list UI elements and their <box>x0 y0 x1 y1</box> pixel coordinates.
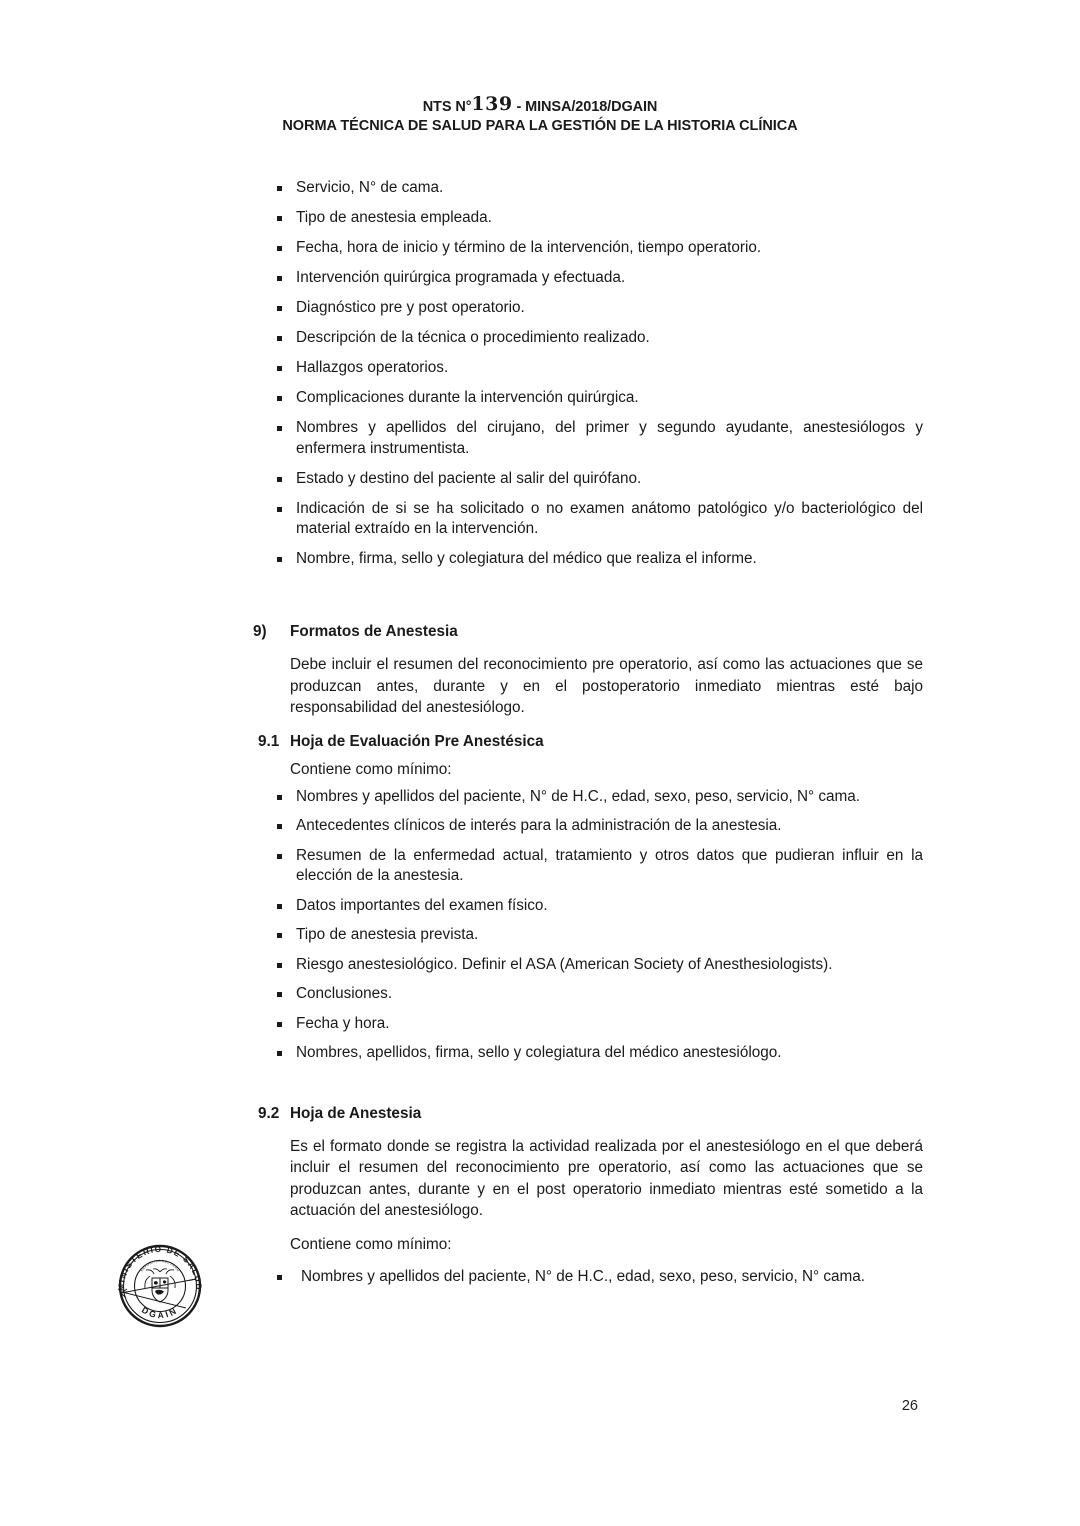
section-title-9-2: Hoja de Anestesia <box>290 1104 422 1122</box>
list-item: Intervención quirúrgica programada y efectuada. <box>253 268 923 289</box>
pre-anesthetic-evaluation-list <box>253 787 923 1064</box>
section-number-9-2: 9.2 <box>258 1104 280 1122</box>
header-norm-title: NORMA TÉCNICA DE SALUD PARA LA GESTIÓN DE LA HISTORIA CLÍNICA <box>282 118 798 134</box>
list-item: Nombres y apellidos del cirujano, del primer y segundo ayudante, anestesiólogos y enfermera instrumentista. <box>253 418 923 459</box>
spacer <box>253 752 923 759</box>
list-item: Riesgo anestesiológico. Definir el ASA (American Society of Anesthesiologists). <box>253 955 923 976</box>
list-item: Resumen de la enfermedad actual, tratamiento y otros datos que pudieran influir en la elección de la anestesia. <box>253 846 923 887</box>
list-item: Indicación de si se ha solicitado o no examen anátomo patológico y/o bacteriológico del material extraído en la intervención. <box>253 499 923 540</box>
header-code-suffix: - MINSA/2018/DGAIN <box>512 99 658 115</box>
seal-icon <box>112 1236 208 1336</box>
spacer <box>253 780 923 787</box>
list-item: Nombres, apellidos, firma, sello y colegiatura del médico anestesiólogo. <box>253 1043 923 1064</box>
header-code-prefix: NTS N° <box>422 99 472 115</box>
list-item: Nombres y apellidos del paciente, N° de H.C., edad, sexo, peso, servicio, N° cama. <box>253 1267 923 1288</box>
section-number-9-1: 9.1 <box>258 732 280 750</box>
list-item: Datos importantes del examen físico. <box>253 896 923 917</box>
spacer <box>253 719 923 731</box>
operative-report-list <box>253 178 923 570</box>
spacer <box>253 1255 923 1267</box>
list-item: Conclusiones. <box>253 984 923 1005</box>
section-heading-9-2 <box>253 1103 923 1124</box>
document-header <box>0 93 1080 136</box>
section-heading-9 <box>253 621 923 642</box>
section-heading-9-1 <box>253 731 923 752</box>
header-norm-code <box>0 93 1080 116</box>
spacer <box>253 1124 923 1136</box>
ministry-seal-stamp <box>112 1236 208 1336</box>
section-number-9: 9) <box>253 623 267 640</box>
spacer <box>253 579 923 621</box>
section-9-1-lead: Contiene como mínimo: <box>290 760 452 778</box>
svg-text:DGAIN: DGAIN <box>139 1304 181 1321</box>
list-item: Antecedentes clínicos de interés para la administración de la anestesia. <box>253 816 923 837</box>
list-item: Diagnóstico pre y post operatorio. <box>253 298 923 319</box>
list-item: Complicaciones durante la intervención quirúrgica. <box>253 388 923 409</box>
section-title-9: Formatos de Anestesia <box>290 623 458 640</box>
anesthesia-sheet-list <box>253 1267 923 1288</box>
section-9-2-lead: Contiene como mínimo: <box>290 1235 452 1253</box>
page-number: 26 <box>901 1398 918 1414</box>
list-item: Tipo de anestesia empleada. <box>253 208 923 229</box>
list-item: Fecha y hora. <box>253 1014 923 1035</box>
section-title-9-1: Hoja de Evaluación Pre Anestésica <box>290 732 544 750</box>
svg-text:MINISTERIO DE SALUD: MINISTERIO DE SALUD <box>116 1244 204 1292</box>
list-item: Fecha, hora de inicio y término de la intervención, tiempo operatorio. <box>253 238 923 259</box>
spacer <box>253 1073 923 1103</box>
list-item: Tipo de anestesia prevista. <box>253 925 923 946</box>
list-item: Descripción de la técnica o procedimiento realizado. <box>253 328 923 349</box>
spacer <box>253 642 923 654</box>
list-item: Estado y destino del paciente al salir del quirófano. <box>253 469 923 490</box>
list-item: Nombre, firma, sello y colegiatura del médico que realiza el informe. <box>253 549 923 570</box>
header-handwritten-number: 139 <box>471 93 513 115</box>
document-body <box>253 178 923 1297</box>
svg-text:REPÚBLICA DEL PERÚ: REPÚBLICA DEL PERÚ <box>139 1258 181 1273</box>
list-item: Servicio, N° de cama. <box>253 178 923 199</box>
section-9-paragraph: Debe incluir el resumen del reconocimiento pre operatorio, así como las actuaciones que se produzcan antes, durante y en el postoperatorio inmediato mientras esté bajo responsabilidad del anestesiólogo. <box>290 656 923 716</box>
section-9-2-paragraph: Es el formato donde se registra la actividad realizada por el anestesiólogo en el que deberá incluir el resumen del reconocimiento pre operatorio, así como las actuaciones que se produzcan antes, durante y en el post operatorio inmediato mientras esté sometido a la actuación del anestesiólogo. <box>290 1137 923 1219</box>
spacer <box>253 1222 923 1234</box>
list-item: Nombres y apellidos del paciente, N° de H.C., edad, sexo, peso, servicio, N° cama. <box>253 787 923 808</box>
list-item: Hallazgos operatorios. <box>253 358 923 379</box>
